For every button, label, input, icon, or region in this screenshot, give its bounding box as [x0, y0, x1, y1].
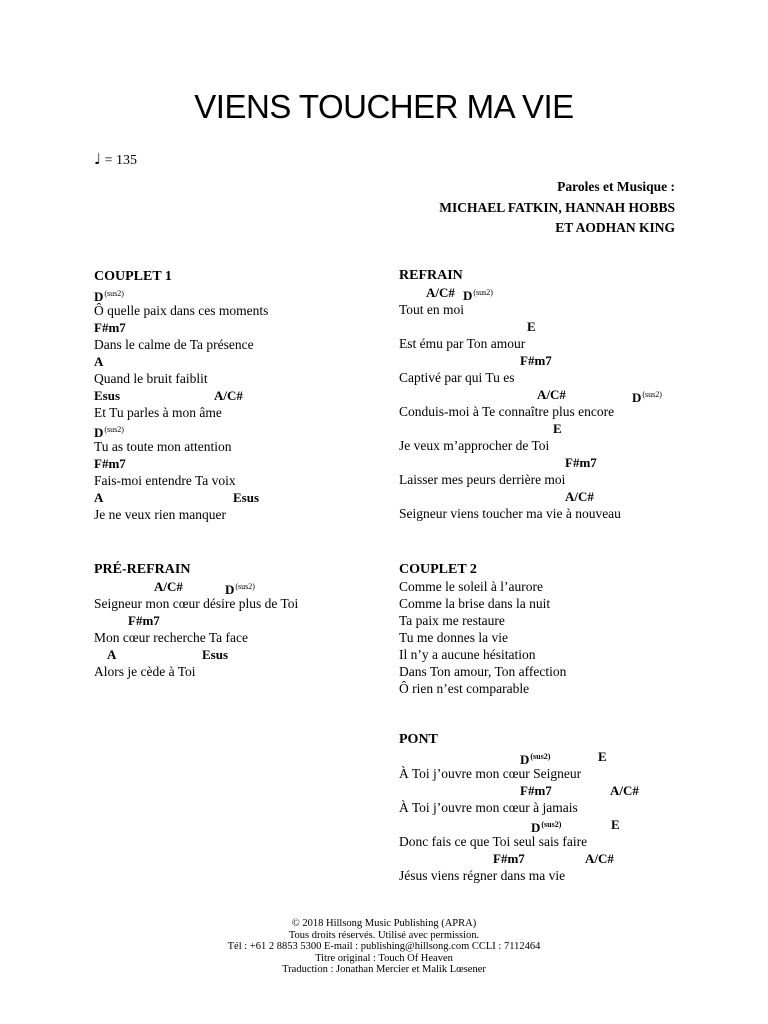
chord: F#m7: [565, 455, 597, 470]
footer-translation: Traduction : Jonathan Mercier et Malik Lœsener: [282, 964, 486, 975]
section-title: COUPLET 2: [399, 562, 477, 577]
chord: $D^{(sus2)}$: [520, 752, 551, 767]
section-pre-refrain: [94, 561, 394, 680]
lyric-line: Tu me donnes la vie: [399, 630, 508, 645]
chord: $D^{(sus2)}$: [463, 288, 493, 303]
lyric-line: Et Tu parles à mon âme: [94, 405, 222, 420]
lyric-line: Comme le soleil à l’aurore: [399, 579, 543, 594]
chord: A: [94, 354, 104, 369]
chord-line: [94, 387, 394, 404]
chord: Esus: [233, 490, 260, 505]
footer-copyright: © 2018 Hillsong Music Publishing (APRA): [291, 918, 477, 929]
chord-line: [399, 386, 699, 403]
chord: $D^{(sus2)}$: [94, 425, 124, 440]
chord: F#m7: [493, 851, 525, 866]
footer-contact: Tél : +61 2 8853 5300 E-mail : publishing@hillsong.com CCLI : 7112464: [227, 941, 541, 952]
chord: A/C#: [565, 489, 594, 504]
chord: A/C#: [610, 783, 639, 798]
lyric-line: Tout en moi: [399, 302, 465, 317]
chord-line: [94, 421, 394, 438]
lyric-line: Ô quelle paix dans ces moments: [94, 303, 269, 318]
chord-line: [399, 454, 699, 471]
copyright-footer: [0, 918, 768, 976]
lyric-line: Jésus viens régner dans ma vie: [399, 868, 566, 883]
chord: A/C#: [214, 388, 243, 403]
credits-authors-2: ET AODHAN KING: [555, 220, 675, 235]
lyric-line: Je veux m’approcher de Toi: [399, 438, 550, 453]
chord-line: [399, 420, 699, 437]
lyric-line: Mon cœur recherche Ta face: [94, 630, 248, 645]
section-title: PONT: [399, 732, 438, 747]
chord-line: [94, 612, 394, 629]
footer-original-title: Titre original : Touch Of Heaven: [315, 952, 453, 964]
section-pont: [399, 731, 699, 884]
section-title: COUPLET 1: [94, 269, 172, 284]
lyric-line: Laisser mes peurs derrière moi: [399, 472, 566, 487]
credits-authors: MICHAEL FATKIN, HANNAH HOBBS: [439, 199, 675, 215]
chord: F#m7: [128, 613, 160, 628]
chord-line: [399, 488, 699, 505]
lyric-line: Seigneur viens toucher ma vie à nouveau: [399, 506, 621, 521]
tempo-value: = 135: [104, 153, 137, 168]
chord: A: [107, 647, 117, 662]
lyric-line: Tu as toute mon attention: [94, 439, 232, 454]
lyric-line: Alors je cède à Toi: [94, 664, 196, 679]
chord: E: [611, 817, 620, 832]
chord-line: [94, 353, 394, 370]
lyric-line: Comme la brise dans la nuit: [399, 596, 551, 611]
chord: Esus: [94, 388, 121, 403]
lyric-line: Dans le calme de Ta présence: [94, 337, 254, 352]
chord: A/C#: [154, 579, 183, 594]
chord-line: [94, 489, 394, 506]
section-title: PRÉ-REFRAIN: [94, 562, 191, 577]
chord: A/C#: [537, 387, 566, 402]
footer-rights: Tous droits réservés. Utilisé avec permission.: [288, 929, 480, 941]
tempo-marking: [94, 150, 137, 169]
lyric-line: Fais-moi entendre Ta voix: [94, 473, 236, 488]
lyric-line: Il n’y a aucune hésitation: [399, 647, 536, 662]
lyric-line: Conduis-moi à Te connaître plus encore: [399, 404, 615, 419]
chord-line: [399, 816, 699, 833]
lyric-line: Je ne veux rien manquer: [94, 507, 226, 522]
chord-line: [399, 352, 699, 369]
lyric-line: Est ému par Ton amour: [399, 336, 526, 351]
chord: E: [527, 319, 536, 334]
chord: $D^{(sus2)}$: [225, 582, 255, 597]
credits: [439, 177, 675, 239]
lyric-line: Captivé par qui Tu es: [399, 370, 515, 385]
song-title: VIENS TOUCHER MA VIE: [194, 88, 574, 125]
chord: E: [553, 421, 562, 436]
chord-line: [399, 782, 699, 799]
section-refrain: [399, 267, 699, 522]
section-title: REFRAIN: [399, 268, 463, 283]
lyric-line: Ta paix me restaure: [399, 613, 505, 628]
lyric-line: À Toi j’ouvre mon cœur Seigneur: [399, 766, 582, 781]
chord: $D^{(sus2)}$: [94, 289, 124, 304]
lyric-line: Quand le bruit faiblit: [94, 371, 208, 386]
chord-line: [94, 578, 394, 595]
chord-line: [399, 850, 699, 867]
section-couplet-1: [94, 268, 394, 523]
chord: F#m7: [520, 353, 552, 368]
quarter-note-icon: ♩: [94, 150, 102, 168]
lyric-line: Donc fais ce que Toi seul sais faire: [399, 834, 588, 849]
chord-line: [94, 319, 394, 336]
chord: A: [94, 490, 104, 505]
chord: $D^{(sus2)}$: [531, 820, 562, 835]
lyric-line: Ô rien n’est comparable: [399, 681, 530, 696]
credits-label: Paroles et Musique :: [557, 179, 675, 194]
chord-line: [94, 455, 394, 472]
chord-line: [94, 646, 394, 663]
lyric-line: Seigneur mon cœur désire plus de Toi: [94, 596, 299, 611]
chord: A/C#: [426, 285, 455, 300]
chord-line: [399, 748, 699, 765]
chord: F#m7: [94, 456, 126, 471]
chord: Esus: [202, 647, 229, 662]
lyric-line: Dans Ton amour, Ton affection: [399, 664, 567, 679]
chord: $D^{(sus2)}$: [632, 390, 662, 405]
section-couplet-2: [399, 561, 699, 697]
chord: F#m7: [520, 783, 552, 798]
chord: A/C#: [585, 851, 614, 866]
chord: F#m7: [94, 320, 126, 335]
chord-line: [399, 318, 699, 335]
chord-line: [399, 284, 699, 301]
chord: E: [598, 749, 607, 764]
chord-line: [94, 285, 394, 302]
lyric-line: À Toi j’ouvre mon cœur à jamais: [399, 800, 578, 815]
